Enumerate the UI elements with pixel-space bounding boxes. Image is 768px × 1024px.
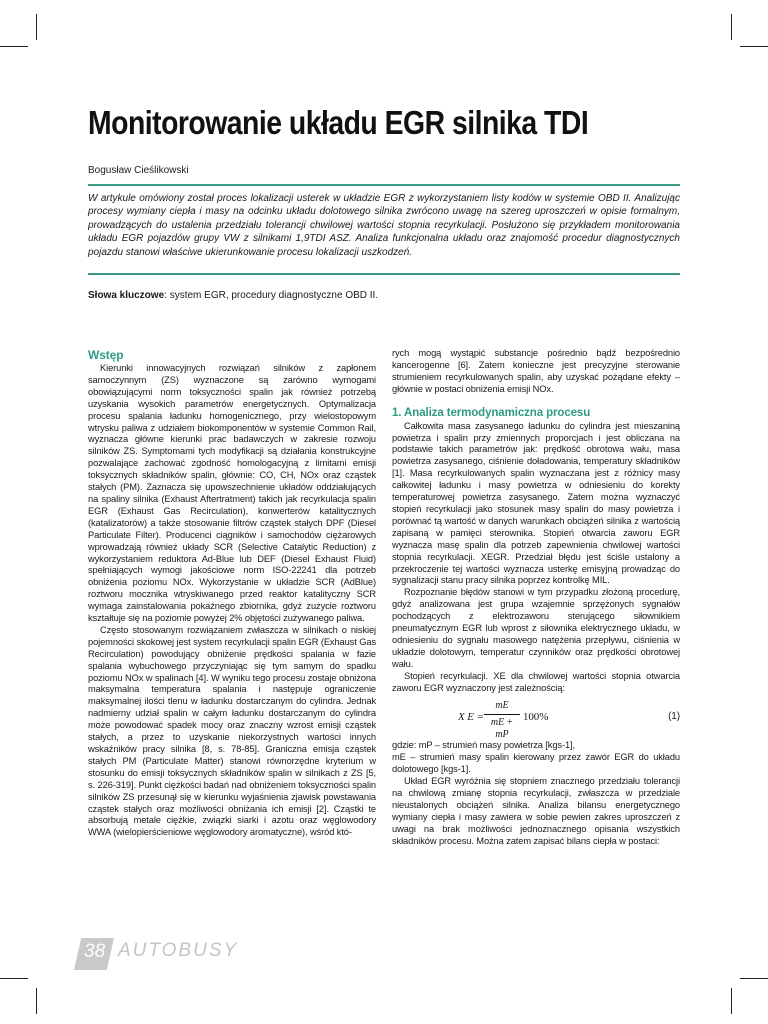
paragraph: Często stosowanym rozwiązaniem zwłaszcza w silnikach o niskiej pojemności skokowej jest system recyrkulacji spalin EGR (Exhaust Gas Recirculation) powodujący obniżenie prędkości spalania w fazie spalania wybuchowego przyczyniając się tym samym do spadku poziomu NOx w spalinach [4]. W wyniku tego procesu zostaje obniżona maksymalna temperatura spalania i następuje ograniczenie maksymalnej ilości tlenu w ładunku dostarczanym do cylindra. Jednak nadmierny udział spalin w całym ładunku dostarczanym do cylindra może powodować spadek mocy oraz znaczny wzrost emisji cząstek stałych, a przez to uzyskanie niekorzystnych wartości innych wskaźników pracy silnika [8, s. 78-85]. Graniczna emisja cząstek stałych PM (Particulate Matter) stanowi równorzędne kryterium w stosunku do emisji toksycznych składników spalin w silnikach z ZS [5, s. 226-319]. Punkt ciężkości badań nad obniżeniem toksyczności spalin silników ZS przesunął się w kierunku wyjaśnienia zjawisk powstawania cząstek stałych oraz możliwości obniżania ich emisji [2]. Cząstki te absorbują metale ciężkie, związki siarki i azotu oraz węglowodory WWA (wielopierścieniowe węglowodory aromatyczne), wśród któ- xyxy=(88,624,376,838)
author: Bogusław Cieślikowski xyxy=(88,165,189,176)
crop-mark xyxy=(731,988,732,1014)
journal-name: AUTOBUSY xyxy=(118,940,239,961)
equation-number: (1) xyxy=(668,711,680,723)
abstract: W artykule omówiony został proces lokalizacji usterek w układzie EGR z wykorzystaniem listy kodów w systemie OBD II. Analizując procesy wymiany ciepła i masy na odcinku układu dolotowego silnika zwrócono uwagę na szereg uproszczeń w opisie formalnym, prowadzących do ustalenia przedziału tolerancji chwilowej wartości stopnia recyrkulacji. Posłużono się przykładem monitorowania układu EGR pojazdów grupy VW z silnikami 1,9TDI ASZ. Analiza funkcjonalna układu oraz znajomość procedur diagnostycznych pojazdu stanowi właściwe ukierunkowanie procesu lokalizacji uszkodzeń. xyxy=(88,193,680,258)
crop-mark xyxy=(0,46,28,47)
keywords-text: : system EGR, procedury diagnostyczne OBD II. xyxy=(164,290,379,301)
paragraph: Całkowita masa zasysanego ładunku do cylindra jest mieszaniną powietrza i spalin przy zmiennych proporcjach i jest obliczana na podstawie takich parametrów jak: prędkość obrotowa wału, masa powietrza zasysanego, ciśnienie doładowania, temperatury składników [1]. Masa recyrkulowanych spalin wyznaczana jest z różnicy masy całkowitej ładunku i masy powietrza w odniesieniu do korekty temperaturowej powietrza zasysanego. Zatem można wyznaczyć stopień recyrkulacji jako stosunek masy spalin do masy powietrza i porównać tą wartość w danych warunkach obciążeń silnika z wartością zapisaną w pamięci sterownika. Stopień otwarcia zaworu EGR wyznacza masę spalin dla potrzeb zapewnienia chwilowej wartości stopnia recyrkulacji. XEGR. Przedział błędu jest ściśle ustalony a przekroczenie tej wartości wyznacza usterkę emisyjną prowadząc do sygnalizacji stanu pracy silnika poprzez kontrolkę MIL. xyxy=(392,420,680,586)
article-title: Monitorowanie układu EGR silnika TDI xyxy=(88,104,589,141)
equation-numerator: mE xyxy=(495,700,509,712)
abstract-top-rule xyxy=(88,184,680,186)
keywords-label: Słowa kluczowe xyxy=(88,290,165,301)
crop-mark xyxy=(740,46,768,47)
fraction-bar xyxy=(484,714,520,715)
crop-mark xyxy=(36,14,37,40)
paragraph: gdzie: mP – strumień masy powietrza [kgs-1], xyxy=(392,740,575,751)
equation-denominator: mE + mP xyxy=(490,717,514,741)
equation-fraction xyxy=(484,700,520,741)
text-column-left xyxy=(88,348,376,839)
equation-lhs: X E = xyxy=(458,711,484,724)
crop-mark xyxy=(740,978,768,979)
section-heading-1: 1. Analiza termodynamiczna procesu xyxy=(392,406,591,419)
text-column-right xyxy=(392,348,680,848)
page-number: 38 xyxy=(84,941,106,962)
keywords xyxy=(88,290,378,301)
paragraph: Układ EGR wyróżnia się stopniem znacznego przedziału tolerancji na chwilową zmianę stopnia recyrkulacji, zwłaszcza w przedziale nieustalonych obciążeń silnika. Analiza bilansu energetycznego wymiany ciepła i masy zawiera w sobie pewien zakres uproszczeń z uwagi na brak możliwości jednoznacznego opisania wszystkich składników procesu. Można zatem zapisać bilans ciepła w postaci: xyxy=(392,776,680,846)
section-heading-intro: Wstęp xyxy=(88,348,124,362)
paragraph: Rozpoznanie błędów stanowi w tym przypadku złożoną procedurę, gdyż analizowana jest grupa wzajemnie sprzężonych sygnałów pochodzących z elektrozaworu sterującego siłownikiem pneumatycznym EGR lub wprost z siłownika elektrycznego układu, w odniesieniu do sygnału masowego natężenia przepływu, ciśnienia w układzie dolotowym, temperatur czynników oraz prędkości obrotowej wału. xyxy=(392,587,680,669)
abstract-bottom-rule xyxy=(88,273,680,275)
equation-1 xyxy=(392,698,680,741)
crop-mark xyxy=(731,14,732,40)
crop-mark xyxy=(36,988,37,1014)
paragraph: Stopień recyrkulacji. XE dla chwilowej wartości stopnia otwarcia zaworu EGR wyznaczony jest zależnością: xyxy=(392,670,680,693)
paragraph: rych mogą wystąpić substancje pośrednio bądź bezpośrednio kancerogenne [6]. Zatem konieczne jest precyzyjne sterowanie strumieniem recyrkulowanych spalin, aby uzyskać pożądane efekty – głównie w postaci obniżenia emisji NOx. xyxy=(392,348,680,394)
paragraph: mE – strumień masy spalin kierowany przez zawór EGR do układu dolotowego [kgs-1]. xyxy=(392,752,680,775)
equation-percent: 100% xyxy=(523,711,549,724)
crop-mark xyxy=(0,978,28,979)
paragraph: Kierunki innowacyjnych rozwiązań silników z zapłonem samoczynnym (ZS) wyznaczone są zarówno wymogami obowiązującymi norm toksyczności spalin jak również potrzebą uzyskania wysokich parametrów energetycznych. Optymalizacja procesu spalania ładunku homogenicznego, przy wielostopowym wtrysku paliwa z udziałem biokomponentów w systemie Common Rail, wyznacza główne kierunki prac badawczych w zakresie rozwoju silników ZS. Symptomami tych modyfikacji są działania konstrukcyjne pozwalające zachować zgodność homologacyjną z limitami emisji toksycznych składników spalin, głównie: CO, CH, NOx oraz cząstek stałych (PM). Zaznacza się upowszechnienie układów oddziałujących na spaliny silnika (Exhaust Aftertratment) takich jak recyrkulacja spalin EGR (Exhaust Gas Recirculation), konwerterów katalitycznych (katalizatorów) a także stosowanie filtrów cząstek stałych DPF (Diesel Particulate Filter). Producenci ciągników i samochodów ciężarowych wprowadzają również układy SCR (Selective Catalytic Reduction) z wykorzystaniem reduktora Ad-Blue lub DEF (Diesel Exhaust Fluid) spełniających wymogi jakościowe norm ISO-22241 dla potrzeb obniżenia poziomu NOx. Wykorzystanie w układzie SCR (AdBlue) roztworu mocznika wtryskiwanego przed reaktor katalityczny SCR wymaga zainstalowania pokaźnego zbiornika, gdyż zużycie roztworu kształtuje się na poziomie powyżej 2% objętości zużywanego paliwa. xyxy=(88,363,376,624)
